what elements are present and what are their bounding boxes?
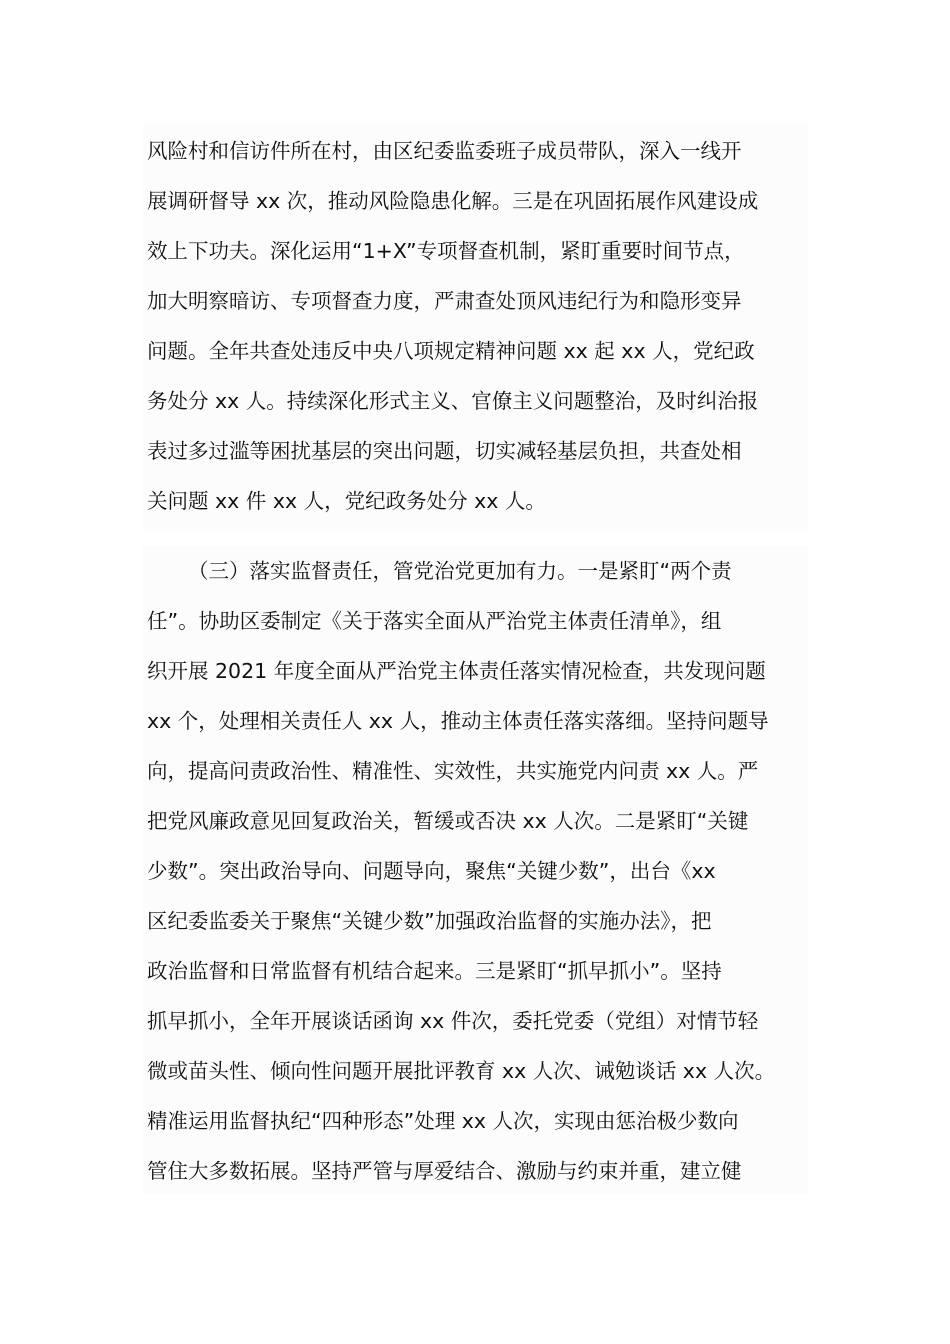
paragraph-line: 风险村和信访件所在村，由区纪委监委班子成员带队，深入一线开 [147, 139, 742, 163]
paragraph-line: 织开展 2021 年度全面从严治党主体责任落实情况检查，共发现问题 [147, 659, 766, 683]
paragraph-1 [143, 123, 808, 531]
paragraph-line: 务处分 xx 人。持续深化形式主义、官僚主义问题整治，及时纠治报 [147, 389, 759, 413]
paragraph-line: 向，提高问责政治性、精准性、实效性，共实施党内问责 xx 人。严 [147, 759, 759, 783]
paragraph-line: 政治监督和日常监督有机结合起来。三是紧盯“抓早抓小”。坚持 [147, 959, 722, 983]
paragraph-heading-line: （三）落实监督责任，管党治党更加有力。一是紧盯“两个责 [188, 559, 732, 583]
paragraph-line: 表过多过滥等困扰基层的突出问题，切实减轻基层负担，共查处相 [147, 439, 742, 463]
paragraph-line: 任”。协助区委制定《关于落实全面从严治党主体责任清单》，组 [147, 609, 722, 633]
paragraph-line: 少数”。突出政治导向、问题导向，聚焦“关键少数”，出台《xx [147, 859, 716, 883]
paragraph-line: 展调研督导 xx 次，推动风险隐患化解。三是在巩固拓展作风建设成 [147, 189, 759, 213]
paragraph-line: 加大明察暗访、专项督查力度，严肃查处顶风违纪行为和隐形变异 [147, 289, 742, 313]
paragraph-line: 效上下功夫。深化运用“1+X”专项督查机制，紧盯重要时间节点， [147, 239, 745, 263]
paragraph-line: 区纪委监委关于聚焦“关键少数”加强政治监督的实施办法》，把 [147, 909, 712, 933]
paragraph-line: 问题。全年共查处违反中央八项规定精神问题 xx 起 xx 人，党纪政 [147, 339, 755, 363]
paragraph-2 [143, 546, 808, 1194]
paragraph-line: 关问题 xx 件 xx 人，党纪政务处分 xx 人。 [147, 489, 546, 513]
paragraph-line: xx 个，处理相关责任人 xx 人，推动主体责任落实落细。坚持问题导 [147, 709, 769, 733]
paragraph-line: 管住大多数拓展。坚持严管与厚爱结合、激励与约束并重，建立健 [147, 1159, 742, 1183]
paragraph-line: 把党风廉政意见回复政治关，暂缓或否决 xx 人次。二是紧盯“关键 [147, 809, 749, 833]
paragraph-line: 精准运用监督执纪“四种形态”处理 xx 人次，实现由惩治极少数向 [147, 1109, 739, 1133]
paragraph-line: 抓早抓小，全年开展谈话函询 xx 件次，委托党委（党组）对情节轻 [147, 1009, 759, 1033]
paragraph-line: 微或苗头性、倾向性问题开展批评教育 xx 人次、诫勉谈话 xx 人次。 [147, 1059, 776, 1083]
